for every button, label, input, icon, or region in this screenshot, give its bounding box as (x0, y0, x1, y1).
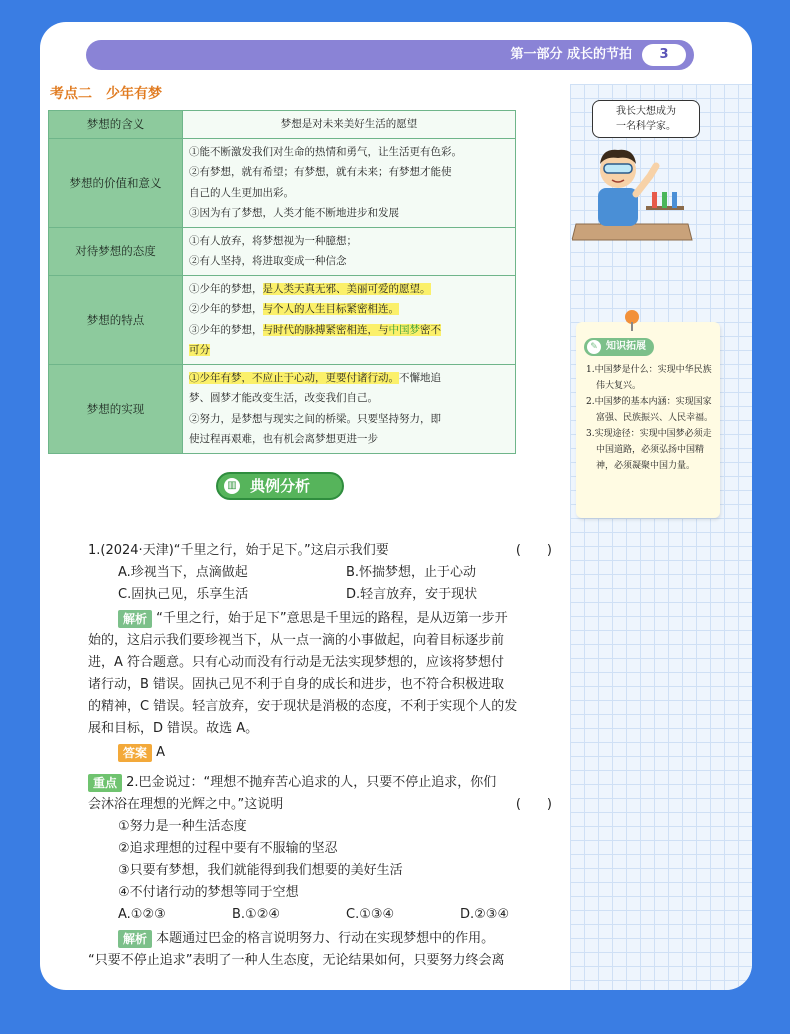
table-row (49, 111, 516, 139)
highlight: 与个人的人生目标紧密相连。 (262, 303, 399, 315)
row-line: 梦、圆梦才能改变生活，改变我们自己。 (189, 392, 378, 404)
knowledge-note (576, 322, 720, 518)
q1-stem-line (88, 540, 552, 562)
q1-analysis-line (118, 608, 508, 630)
table-row (49, 364, 516, 453)
q2-stem: 2.巴金说过：“理想不抛弃苦心追求的人，只要不停止追求，你们 (126, 775, 497, 790)
key-tag: 重点 (88, 774, 122, 792)
knowledge-table (48, 110, 516, 454)
row-line: ③因为有了梦想，人类才能不断地进步和发展 (189, 207, 399, 219)
row-key: 梦想的价值和意义 (49, 138, 183, 227)
note-title (584, 338, 654, 356)
row-line (189, 299, 509, 320)
q2-item: ①努力是一种生活态度 (118, 819, 247, 834)
highlight: 可分 (189, 344, 210, 356)
bubble-line: 我长大想成为 (616, 106, 676, 117)
row-line: ①有人放弃，将梦想视为一种臆想； (189, 234, 357, 247)
bubble-line: 一名科学家。 (616, 121, 676, 132)
highlight (263, 324, 442, 336)
example-header-label: 典例分析 (249, 477, 310, 495)
text: ①少年的梦想， (189, 282, 263, 295)
page-number: 3 (642, 44, 686, 66)
q1-option-d: D.轻言放弃，安于现状 (346, 587, 478, 602)
q2-item: ③只要有梦想，我们就能得到我们想要的美好生活 (118, 863, 403, 878)
topic-title: 考点二 少年有梦 (50, 86, 162, 102)
q1-stem: 1.(2024·天津)“千里之行，始于足下。”这启示我们要 (88, 543, 389, 558)
analysis-text: 进，A 符合题意。只有心动而没有行动是无法实现梦想的，应该将梦想付 (88, 655, 505, 670)
row-line (189, 340, 509, 361)
q2-option-d: D.②③④ (460, 907, 510, 922)
q2-bracket: ( ) (515, 797, 552, 812)
q1-answer-line (118, 742, 165, 764)
chart-icon: ▥ (224, 478, 240, 494)
row-line: 梦想是对未来美好生活的愿望 (280, 118, 418, 130)
analysis-text: 展和目标，D 错误。故选 A。 (88, 721, 259, 736)
q1-option-b: B.怀揣梦想，止于心动 (346, 565, 477, 580)
analysis-text: 的精神，C 错误。轻言放弃，安于现状是消极的态度，不利于实现个人的发 (88, 699, 518, 714)
text: ②少年的梦想， (189, 303, 263, 315)
table-row (49, 275, 516, 364)
q1-bracket: ( ) (515, 543, 552, 558)
text: 与时代的脉搏紧密相连，与 (262, 323, 389, 336)
q2-stem-line2 (88, 794, 552, 816)
q2-stem: 会沐浴在理想的光辉之中。”这说明 (88, 797, 284, 812)
analysis-tag: 解析 (118, 930, 152, 948)
note-body (586, 362, 714, 474)
row-value (183, 138, 516, 227)
q2-option-c: C.①③④ (346, 907, 395, 922)
row-line: ②有人坚持，将进取变成一种信念 (189, 255, 347, 267)
text: ③少年的梦想， (189, 323, 263, 336)
row-key: 对待梦想的态度 (49, 227, 183, 275)
text: 密不 (420, 323, 441, 336)
q1-option-c: C.固执己见，乐享生活 (118, 587, 249, 602)
row-value (183, 111, 516, 139)
highlight: ①少年有梦，不应止于心动，更要付诸行动。 (189, 371, 399, 384)
pushpin-icon (620, 308, 644, 332)
note-item: 1.中国梦是什么：实现中华民族伟大复兴。 (586, 365, 712, 391)
row-line: ②有梦想，就有希望；有梦想，就有未来；有梦想才能使 (189, 166, 452, 178)
q2-option-a: A.①②③ (118, 907, 166, 922)
note-title-label: 知识拓展 (606, 341, 646, 352)
row-line: 自己的人生更加出彩。 (189, 186, 294, 199)
row-line: ②努力，是梦想与现实之间的桥梁。只要坚持努力，即 (189, 412, 441, 425)
link-icon: ✎ (587, 340, 601, 354)
q2-item: ②追求理想的过程中要有不服输的坚忍 (118, 841, 338, 856)
q2-stem-line (88, 772, 496, 794)
analysis-text: 本题通过巴金的格言说明努力、行动在实现梦想中的作用。 (156, 931, 495, 946)
answer-tag: 答案 (118, 744, 152, 762)
analysis-text: 诸行动，B 错误。固执己见不利于自身的成长和进步，也不符合积极进取 (88, 677, 505, 692)
row-value (183, 227, 516, 275)
row-key: 梦想的特点 (49, 275, 183, 364)
green-text: 中国梦 (388, 323, 420, 336)
q2-item: ④不付诸行动的梦想等同于空想 (118, 885, 299, 900)
scientist-illustration (572, 138, 696, 242)
text: 不懈地追 (399, 371, 441, 384)
q2-option-b: B.①②④ (232, 907, 281, 922)
header-band (86, 40, 694, 70)
row-line (189, 320, 509, 341)
note-item: 3.实现途径：实现中国梦必须走中国道路，必须弘扬中国精神，必须凝聚中国力量。 (586, 429, 712, 471)
table-row (49, 138, 516, 227)
q1-option-a: A.珍视当下，点滴做起 (118, 565, 248, 580)
section-title: 第一部分 成长的节拍 (510, 47, 632, 62)
row-line: ①能不断激发我们对生命的热情和勇气，让生活更有色彩。 (189, 145, 462, 158)
row-line: 使过程再艰难，也有机会离梦想更进一步 (189, 433, 378, 445)
row-line (189, 368, 509, 389)
q2-analysis-line (118, 928, 494, 950)
row-key: 梦想的实现 (49, 364, 183, 453)
highlight: 是人类天真无邪、美丽可爱的愿望。 (262, 282, 431, 295)
example-header (216, 472, 344, 500)
analysis-text: “千里之行，始于足下”意思是千里远的路程，是从迈第一步开 (156, 611, 508, 626)
row-value (183, 275, 516, 364)
note-item: 2.中国梦的基本内涵：实现国家富强、民族振兴、人民幸福。 (586, 397, 714, 423)
answer-text: A (156, 745, 166, 760)
analysis-text: 始的，这启示我们要珍视当下，从一点一滴的小事做起，向着目标逐步前 (88, 633, 505, 648)
row-line (189, 279, 509, 300)
row-value (183, 364, 516, 453)
row-key: 梦想的含义 (49, 111, 183, 139)
speech-bubble (592, 100, 700, 138)
analysis-text: “只要不停止追求”表明了一种人生态度，无论结果如何，只要努力终会离 (88, 953, 505, 968)
analysis-tag: 解析 (118, 610, 152, 628)
table-row (49, 227, 516, 275)
